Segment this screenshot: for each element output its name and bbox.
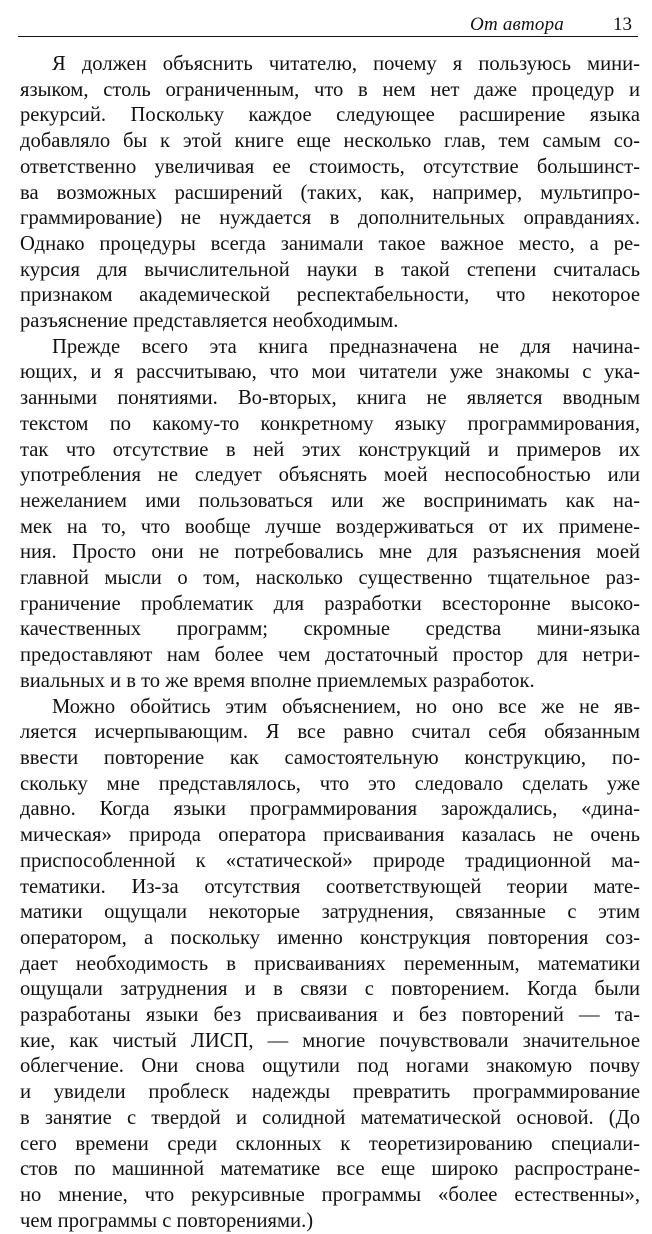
text-line: сего времени среди склонных к теоретизированию специали- — [20, 1132, 640, 1155]
text-line: ввести повторение как самостоятельную конструкцию, по- — [20, 746, 640, 769]
text-line: разъяснение представляется необходимым. — [20, 310, 399, 333]
running-title: От автора — [470, 14, 564, 35]
text-line: курсия для вычислительной науки в такой степени считалась — [20, 258, 640, 281]
text-line: мек на то, что вообще лучше воздерживаться от их примене- — [20, 515, 640, 538]
text-line: Прежде всего эта книга предназначена не для начина- — [52, 335, 640, 358]
page-number: 13 — [613, 14, 632, 35]
text-line: Я должен объяснить читателю, почему я пользуюсь мини- — [52, 53, 640, 75]
text-line: тематики. Из-за отсутствия соответствующей теории мате- — [20, 875, 640, 898]
text-line: в занятие с твердой и солидной математической основой. (До — [20, 1106, 640, 1129]
text-line: ляется исчерпывающим. Я все равно считал себя обязанным — [20, 721, 640, 744]
text-line: Можно обойтись этим объяснением, но оно все же не яв- — [52, 695, 640, 718]
text-line: дает необходимость в присваиваниях переменным, математики — [20, 952, 640, 975]
text-line: предоставляют нам более чем достаточный простор для нетри- — [20, 644, 640, 667]
text-line: мическая» природа оператора присваивания казалась не очень — [20, 824, 640, 847]
text-line: чем программы с повторениями.) — [20, 1209, 314, 1232]
body-text — [20, 52, 640, 1234]
text-line: разработаны языки без присваивания и без повторений — та- — [20, 1004, 640, 1027]
paragraph — [20, 335, 640, 695]
text-line: граничение проблематик для разработки всесторонне высоко- — [20, 592, 640, 615]
text-line: стов по машинной математике все еще широко распростране- — [20, 1158, 640, 1181]
text-line: текстом по какому-то конкретному языку программирования, — [20, 412, 640, 435]
text-line: приспособленной к «статической» природе традиционной ма- — [20, 849, 640, 872]
text-line: так что отсутствие в ней этих конструкций и примеров их — [20, 438, 640, 461]
text-line: и увидели проблеск надежды превратить программирование — [20, 1081, 640, 1104]
text-line: граммирование) не нуждается в дополнительных оправданиях. — [20, 207, 640, 230]
text-line: матики ощущали некоторые затруднения, связанные с этим — [20, 901, 640, 924]
text-line: нежеланием ими пользоваться или же воспринимать как на- — [20, 489, 640, 512]
text-line: ющих, и я рассчитываю, что мои читатели уже знакомы с ука- — [20, 361, 640, 384]
text-line: ответственно увеличивая ее стоимость, отсутствие большинст- — [20, 155, 640, 178]
text-line: языком, столь ограниченным, что в нем нет даже процедур и — [20, 78, 640, 101]
text-line: рекурсий. Поскольку каждое следующее расширение языка — [20, 104, 640, 127]
text-line: Однако процедуры всегда занимали такое важное место, а ре- — [20, 232, 640, 255]
text-line: облегчение. Они снова ощутили под ногами знакомую почву — [20, 1055, 640, 1078]
text-line: ощущали затруднения и в связи с повторением. Когда были — [20, 978, 640, 1001]
text-line: признаком академической респектабельности, что некоторое — [20, 284, 640, 307]
page-header — [18, 6, 638, 37]
text-line: занными понятиями. Во-вторых, книга не является вводным — [20, 387, 640, 410]
text-line: оператором, а поскольку именно конструкция повторения соз- — [20, 926, 640, 949]
paragraph — [20, 52, 640, 335]
text-line: виальных и в то же время вполне приемлемых разработок. — [20, 669, 535, 692]
text-line: качественных программ; скромные средства мини-языка — [20, 618, 640, 641]
text-line: добавляло бы к этой книге еще несколько глав, тем самым со- — [20, 130, 640, 153]
paragraph — [20, 695, 640, 1234]
text-line: но мнение, что рекурсивные программы «более естественны», — [20, 1183, 640, 1206]
text-line: употребления не следует объяснять моей неспособностью или — [20, 464, 640, 487]
text-line: скольку мне представлялось, что это следовало сделать уже — [20, 772, 640, 795]
text-line: ва возможных расширений (таких, как, например, мультипро- — [20, 181, 640, 204]
text-line: ния. Просто они не потребовались мне для разъяснения моей — [20, 541, 640, 564]
text-line: кие, как чистый ЛИСП, — многие почувствовали значительное — [20, 1029, 640, 1052]
text-line: давно. Когда языки программирования зарождались, «дина- — [20, 798, 640, 821]
text-line: главной мысли о том, насколько существенно тщательное раз- — [20, 567, 640, 590]
